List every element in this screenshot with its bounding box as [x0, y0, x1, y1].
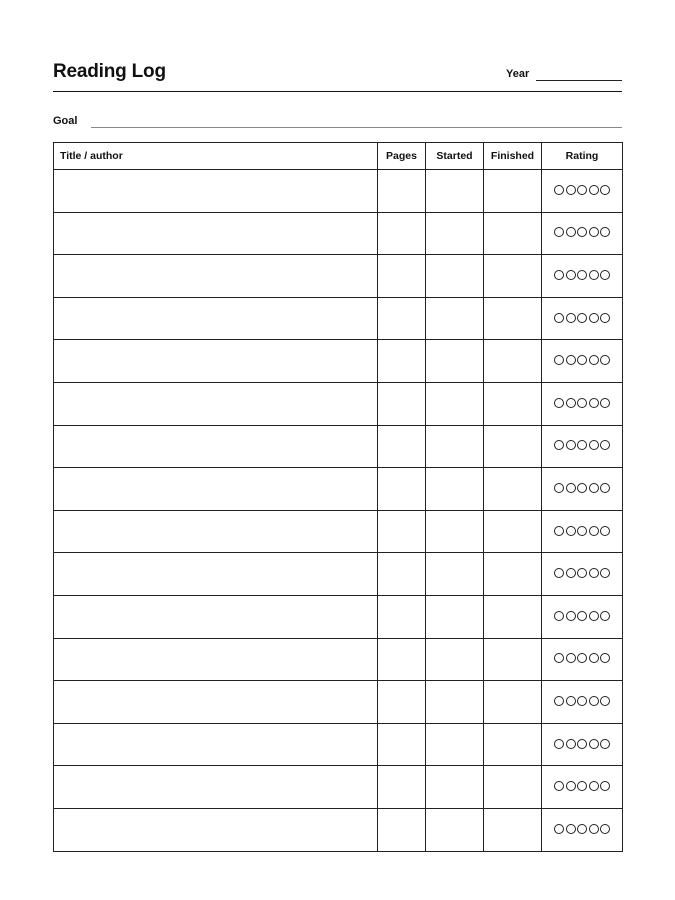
finished-cell[interactable] — [484, 468, 542, 511]
finished-cell[interactable] — [484, 808, 542, 851]
table-row — [54, 425, 623, 468]
table-row — [54, 638, 623, 681]
pages-cell[interactable] — [378, 766, 426, 809]
rating-circle-icon[interactable] — [566, 440, 576, 450]
rating-circle-icon[interactable] — [566, 653, 576, 663]
pages-cell[interactable] — [378, 255, 426, 298]
title-cell[interactable] — [54, 681, 378, 724]
rating-circle-icon[interactable] — [600, 185, 610, 195]
rating-circles — [554, 270, 610, 280]
rating-circle-icon[interactable] — [589, 440, 599, 450]
finished-cell[interactable] — [484, 595, 542, 638]
rating-cell — [542, 340, 623, 383]
rating-circle-icon[interactable] — [554, 483, 564, 493]
finished-cell[interactable] — [484, 766, 542, 809]
rating-circle-icon[interactable] — [554, 696, 564, 706]
started-cell[interactable] — [426, 212, 484, 255]
rating-circle-icon[interactable] — [554, 568, 564, 578]
pages-cell[interactable] — [378, 595, 426, 638]
rating-circle-icon[interactable] — [589, 653, 599, 663]
pages-cell[interactable] — [378, 808, 426, 851]
rating-circle-icon[interactable] — [566, 568, 576, 578]
rating-circle-icon[interactable] — [600, 483, 610, 493]
table-row — [54, 723, 623, 766]
pages-cell[interactable] — [378, 723, 426, 766]
rating-circle-icon[interactable] — [589, 270, 599, 280]
rating-circle-icon[interactable] — [577, 398, 587, 408]
rating-circle-icon[interactable] — [577, 355, 587, 365]
rating-circle-icon[interactable] — [566, 696, 576, 706]
rating-circle-icon[interactable] — [577, 739, 587, 749]
rating-circle-icon[interactable] — [577, 696, 587, 706]
table-row — [54, 468, 623, 511]
rating-circle-icon[interactable] — [554, 185, 564, 195]
rating-circles — [554, 739, 610, 749]
rating-circles — [554, 568, 610, 578]
rating-circle-icon[interactable] — [600, 739, 610, 749]
rating-circle-icon[interactable] — [577, 611, 587, 621]
table-body — [54, 170, 623, 852]
rating-circle-icon[interactable] — [589, 483, 599, 493]
table-row — [54, 510, 623, 553]
title-cell[interactable] — [54, 766, 378, 809]
column-header-title: Title / author — [54, 143, 378, 170]
title-cell[interactable] — [54, 170, 378, 213]
rating-cell — [542, 681, 623, 724]
rating-circle-icon[interactable] — [589, 398, 599, 408]
rating-circles — [554, 483, 610, 493]
started-cell[interactable] — [426, 723, 484, 766]
title-cell[interactable] — [54, 595, 378, 638]
rating-cell — [542, 170, 623, 213]
rating-circle-icon[interactable] — [600, 696, 610, 706]
rating-circles — [554, 611, 610, 621]
finished-cell[interactable] — [484, 212, 542, 255]
pages-cell[interactable] — [378, 638, 426, 681]
finished-cell[interactable] — [484, 297, 542, 340]
table-row — [54, 212, 623, 255]
started-cell[interactable] — [426, 468, 484, 511]
rating-circle-icon[interactable] — [600, 313, 610, 323]
rating-circle-icon[interactable] — [600, 653, 610, 663]
rating-circle-icon[interactable] — [589, 611, 599, 621]
table-header-row — [54, 143, 623, 170]
rating-circles — [554, 227, 610, 237]
pages-cell[interactable] — [378, 510, 426, 553]
year-field-line[interactable] — [536, 80, 622, 81]
title-cell[interactable] — [54, 255, 378, 298]
rating-circle-icon[interactable] — [589, 739, 599, 749]
rating-circle-icon[interactable] — [566, 483, 576, 493]
title-cell[interactable] — [54, 638, 378, 681]
finished-cell[interactable] — [484, 255, 542, 298]
title-cell[interactable] — [54, 510, 378, 553]
rating-circle-icon[interactable] — [600, 440, 610, 450]
rating-circle-icon[interactable] — [577, 270, 587, 280]
rating-circle-icon[interactable] — [589, 185, 599, 195]
rating-circle-icon[interactable] — [600, 611, 610, 621]
pages-cell[interactable] — [378, 297, 426, 340]
rating-circle-icon[interactable] — [554, 824, 564, 834]
rating-circle-icon[interactable] — [600, 568, 610, 578]
started-cell[interactable] — [426, 425, 484, 468]
finished-cell[interactable] — [484, 340, 542, 383]
started-cell[interactable] — [426, 382, 484, 425]
rating-circle-icon[interactable] — [566, 185, 576, 195]
rating-cell — [542, 808, 623, 851]
started-cell[interactable] — [426, 553, 484, 596]
started-cell[interactable] — [426, 808, 484, 851]
rating-circle-icon[interactable] — [566, 355, 576, 365]
table-row — [54, 766, 623, 809]
rating-circle-icon[interactable] — [600, 227, 610, 237]
pages-cell[interactable] — [378, 468, 426, 511]
rating-cell — [542, 723, 623, 766]
pages-cell[interactable] — [378, 553, 426, 596]
rating-circle-icon[interactable] — [566, 781, 576, 791]
rating-circles — [554, 355, 610, 365]
goal-field-line[interactable] — [91, 127, 622, 128]
rating-circle-icon[interactable] — [577, 653, 587, 663]
rating-cell — [542, 255, 623, 298]
rating-cell — [542, 638, 623, 681]
title-cell[interactable] — [54, 382, 378, 425]
pages-cell[interactable] — [378, 340, 426, 383]
rating-circle-icon[interactable] — [566, 611, 576, 621]
rating-circles — [554, 653, 610, 663]
rating-cell — [542, 382, 623, 425]
rating-circle-icon[interactable] — [577, 440, 587, 450]
finished-cell[interactable] — [484, 638, 542, 681]
column-header-rating: Rating — [542, 143, 623, 170]
title-cell[interactable] — [54, 212, 378, 255]
rating-circle-icon[interactable] — [577, 227, 587, 237]
table-row — [54, 808, 623, 851]
rating-circles — [554, 398, 610, 408]
rating-circles — [554, 526, 610, 536]
rating-circle-icon[interactable] — [554, 526, 564, 536]
pages-cell[interactable] — [378, 681, 426, 724]
rating-cell — [542, 425, 623, 468]
rating-circle-icon[interactable] — [577, 781, 587, 791]
rating-circle-icon[interactable] — [566, 313, 576, 323]
rating-circle-icon[interactable] — [554, 227, 564, 237]
finished-cell[interactable] — [484, 425, 542, 468]
page-title: Reading Log — [53, 61, 166, 82]
started-cell[interactable] — [426, 255, 484, 298]
finished-cell[interactable] — [484, 382, 542, 425]
rating-circle-icon[interactable] — [554, 653, 564, 663]
table-row — [54, 297, 623, 340]
pages-cell[interactable] — [378, 382, 426, 425]
rating-circle-icon[interactable] — [554, 270, 564, 280]
rating-cell — [542, 553, 623, 596]
started-cell[interactable] — [426, 681, 484, 724]
rating-cell — [542, 595, 623, 638]
rating-circle-icon[interactable] — [566, 227, 576, 237]
rating-circle-icon[interactable] — [554, 440, 564, 450]
pages-cell[interactable] — [378, 212, 426, 255]
rating-circle-icon[interactable] — [554, 313, 564, 323]
reading-log-table — [53, 142, 623, 852]
column-header-finished: Finished — [484, 143, 542, 170]
started-cell[interactable] — [426, 297, 484, 340]
rating-circle-icon[interactable] — [589, 568, 599, 578]
rating-circle-icon[interactable] — [589, 526, 599, 536]
rating-circle-icon[interactable] — [566, 739, 576, 749]
column-header-started: Started — [426, 143, 484, 170]
title-cell[interactable] — [54, 723, 378, 766]
rating-circle-icon[interactable] — [577, 185, 587, 195]
table-row — [54, 681, 623, 724]
finished-cell[interactable] — [484, 510, 542, 553]
header-divider — [53, 91, 622, 92]
table-row — [54, 382, 623, 425]
rating-circle-icon[interactable] — [554, 781, 564, 791]
year-label: Year — [506, 68, 530, 80]
rating-circles — [554, 185, 610, 195]
goal-label: Goal — [53, 115, 78, 127]
column-header-pages: Pages — [378, 143, 426, 170]
rating-circle-icon[interactable] — [589, 824, 599, 834]
table-row — [54, 340, 623, 383]
rating-circles — [554, 440, 610, 450]
started-cell[interactable] — [426, 340, 484, 383]
started-cell[interactable] — [426, 595, 484, 638]
rating-circle-icon[interactable] — [554, 355, 564, 365]
rating-circles — [554, 696, 610, 706]
rating-circles — [554, 824, 610, 834]
rating-circle-icon[interactable] — [554, 611, 564, 621]
rating-circle-icon[interactable] — [554, 739, 564, 749]
table-row — [54, 595, 623, 638]
rating-circle-icon[interactable] — [600, 355, 610, 365]
rating-circle-icon[interactable] — [589, 355, 599, 365]
rating-circle-icon[interactable] — [566, 398, 576, 408]
finished-cell[interactable] — [484, 553, 542, 596]
rating-circle-icon[interactable] — [577, 568, 587, 578]
rating-circle-icon[interactable] — [554, 398, 564, 408]
finished-cell[interactable] — [484, 170, 542, 213]
rating-cell — [542, 468, 623, 511]
rating-circle-icon[interactable] — [589, 313, 599, 323]
rating-circle-icon[interactable] — [566, 526, 576, 536]
title-cell[interactable] — [54, 808, 378, 851]
rating-circle-icon[interactable] — [589, 227, 599, 237]
rating-circle-icon[interactable] — [600, 398, 610, 408]
title-cell[interactable] — [54, 553, 378, 596]
finished-cell[interactable] — [484, 681, 542, 724]
started-cell[interactable] — [426, 766, 484, 809]
rating-circle-icon[interactable] — [577, 526, 587, 536]
rating-circle-icon[interactable] — [577, 483, 587, 493]
rating-circle-icon[interactable] — [589, 696, 599, 706]
rating-circle-icon[interactable] — [600, 526, 610, 536]
pages-cell[interactable] — [378, 170, 426, 213]
rating-cell — [542, 510, 623, 553]
rating-circle-icon[interactable] — [600, 781, 610, 791]
rating-cell — [542, 766, 623, 809]
title-cell[interactable] — [54, 468, 378, 511]
rating-cell — [542, 297, 623, 340]
title-cell[interactable] — [54, 340, 378, 383]
started-cell[interactable] — [426, 170, 484, 213]
table-row — [54, 553, 623, 596]
table-row — [54, 255, 623, 298]
started-cell[interactable] — [426, 638, 484, 681]
rating-cell — [542, 212, 623, 255]
rating-circle-icon[interactable] — [577, 313, 587, 323]
rating-circles — [554, 781, 610, 791]
title-cell[interactable] — [54, 425, 378, 468]
rating-circles — [554, 313, 610, 323]
rating-circle-icon[interactable] — [566, 270, 576, 280]
rating-circle-icon[interactable] — [600, 270, 610, 280]
rating-circle-icon[interactable] — [589, 781, 599, 791]
pages-cell[interactable] — [378, 425, 426, 468]
started-cell[interactable] — [426, 510, 484, 553]
rating-circle-icon[interactable] — [600, 824, 610, 834]
finished-cell[interactable] — [484, 723, 542, 766]
title-cell[interactable] — [54, 297, 378, 340]
table-row — [54, 170, 623, 213]
rating-circle-icon[interactable] — [566, 824, 576, 834]
rating-circle-icon[interactable] — [577, 824, 587, 834]
